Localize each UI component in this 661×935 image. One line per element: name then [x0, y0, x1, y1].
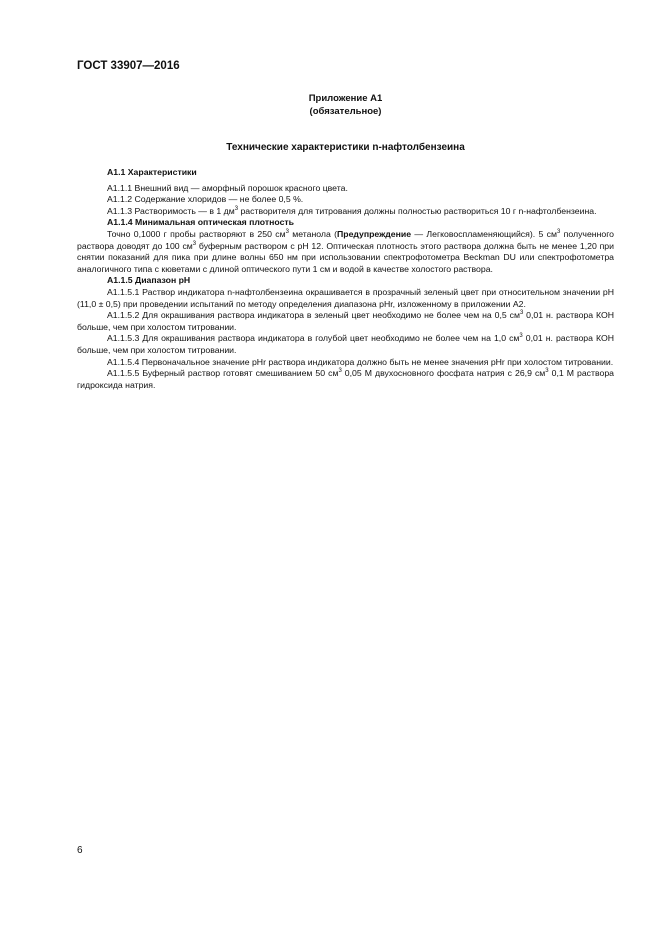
superscript: 3 — [338, 368, 342, 375]
text-segment: 0,1 М раствора гидроксида натрия. — [77, 368, 614, 390]
paragraph-a1-1-5-3 — [77, 333, 614, 356]
text-segment: буферным раствором с рН 12. Оптическая плотность этого раствора должна быть не менее 1,20 при снятии показаний для пика при длине волны 650 нм при использовании спектрофотометра Beckman DU или спектрофотометра аналогичного типа с кюветами с длиной оптического пути 1 см и водой в качестве холостого раствора. — [77, 240, 614, 274]
text-segment: А1.1.5.3 Для окрашивания раствора индикатора в голубой цвет необходимо не более чем на 1,0 см — [107, 333, 520, 344]
paragraph-a1-1-5-1: А1.1.5.1 Раствор индикатора n-нафтолбензеина окрашивается в прозрачный зеленый цвет при относительном значении рН (11,0 ± 0,5) при проведении испытаний по методу определения диапазона pHr, изложенному в приложении А2. — [77, 286, 614, 309]
annex-status: (обязательное) — [309, 106, 382, 117]
paragraph-a1-1-5-2 — [77, 310, 614, 333]
standard-header: ГОСТ 33907—2016 — [77, 60, 180, 72]
superscript: 3 — [519, 333, 523, 340]
superscript: 3 — [234, 205, 239, 212]
text-segment: Точно 0,1000 г пробы растворяют в 250 см — [107, 228, 286, 239]
text-segment: растворителя для титрования должны полностью раствориться 10 г n-нафтолбензеина. — [238, 205, 597, 216]
text-segment: полученного раствора доводят до 100 см — [77, 228, 615, 251]
warning-label: Предупреждение — [337, 228, 412, 239]
superscript: 3 — [545, 368, 549, 375]
section-heading-a1-1-4: А1.1.4 Минимальная оптическая плотность — [107, 217, 295, 228]
annex-title: Приложение А1 — [308, 93, 383, 104]
paragraph-a1-1-5-5 — [77, 368, 614, 391]
paragraph-a1-1-4 — [77, 229, 614, 275]
paragraph-a1-1-2: А1.1.2 Содержание хлоридов — не более 0,5 %. — [107, 194, 304, 205]
paragraph-a1-1-1: А1.1.1 Внешний вид — аморфный порошок красного цвета. — [107, 182, 348, 193]
text-segment: 0,01 н. раствора КОН больше, чем при холостом титровании. — [77, 333, 614, 355]
superscript: 3 — [192, 240, 197, 247]
paragraph-a1-1-3 — [77, 206, 614, 218]
document-body — [77, 167, 614, 391]
section-heading-a1-1: А1.1 Характеристики — [107, 167, 197, 177]
superscript: 3 — [519, 310, 524, 317]
paragraph-a1-1-5-4: А1.1.5.4 Первоначальное значение pHr раствора индикатора должно быть не менее значения pHr при холостом титровании. — [107, 356, 614, 367]
superscript: 3 — [556, 229, 561, 236]
page-number: 6 — [77, 845, 83, 856]
annex-heading — [0, 92, 661, 118]
text-segment: 0,05 М двухосновного фосфата натрия с 26,9 см — [341, 368, 546, 379]
text-segment: А1.1.5.5 Буферный раствор готовят смешиванием 50 см — [107, 368, 339, 379]
document-title: Технические характеристики n-нафтолбензеина — [226, 142, 465, 153]
superscript: 3 — [285, 229, 289, 236]
section-heading-a1-1-5: А1.1.5 Диапазон рН — [107, 275, 191, 286]
text-segment: А1.1.5.2 Для окрашивания раствора индикатора в зеленый цвет необходимо не более чем на 0,5 см — [107, 310, 520, 321]
text-segment: 0,01 н. раствора КОН больше, чем при холостом титровании. — [77, 310, 614, 332]
text-segment: метанола ( — [288, 228, 338, 239]
text-segment: — Легковоспламеняющийся). 5 см — [411, 228, 557, 239]
text-segment: А1.1.3 Растворимость — в 1 дм — [107, 205, 235, 216]
